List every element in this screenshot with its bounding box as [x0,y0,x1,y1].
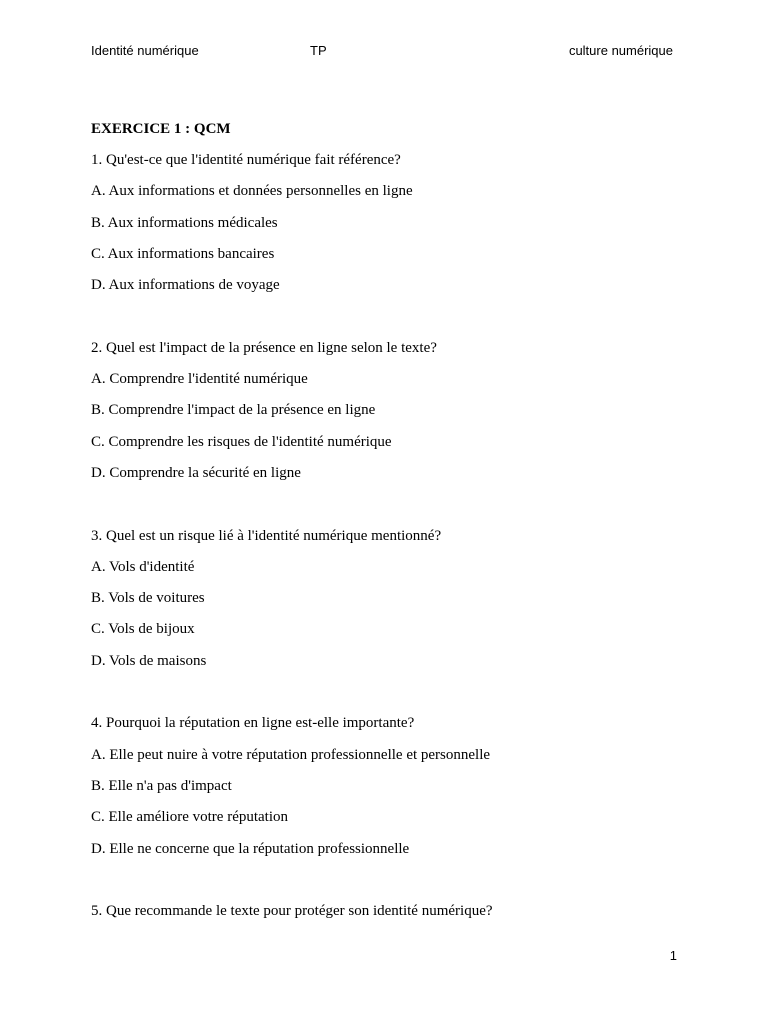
answer-option: A. Comprendre l'identité numérique [91,371,308,388]
question-text: 3. Quel est un risque lié à l'identité numérique mentionné? [91,527,442,544]
header-center-text: TP [310,43,327,58]
question-block [91,526,691,671]
spacer [91,494,691,525]
answer-option: B. Comprendre l'impact de la présence en ligne [91,402,376,419]
question-text: 5. Que recommande le texte pour protéger son identité numérique? [91,903,493,920]
page-number: 1 [669,948,677,963]
answer-option: B. Elle n'a pas d'impact [91,777,232,794]
answer-option: B. Vols de voitures [91,590,205,607]
header-left-text: Identité numérique [91,43,199,58]
answer-option: C. Elle améliore votre réputation [91,809,289,826]
page-header [0,41,768,61]
answer-option: C. Aux informations bancaires [91,245,275,262]
answer-option: C. Comprendre les risques de l'identité numérique [91,433,392,450]
question-block [91,338,691,483]
question-block [91,901,691,921]
answer-option: B. Aux informations médicales [91,214,278,231]
answer-option: D. Aux informations de voyage [91,277,280,294]
document-body [91,119,691,932]
question-block [91,713,691,858]
exercise-title: EXERCICE 1 : QCM [91,121,231,137]
question-text: 4. Pourquoi la réputation en ligne est-elle importante? [91,715,415,732]
answer-option: D. Vols de maisons [91,652,207,669]
answer-option: C. Vols de bijoux [91,621,195,638]
spacer [91,682,691,713]
spacer [91,870,691,901]
spacer [91,306,691,337]
question-text: 1. Qu'est-ce que l'identité numérique fait référence? [91,152,401,168]
answer-option: D. Elle ne concerne que la réputation professionnelle [91,840,410,857]
question-block [91,150,691,295]
question-text: 2. Quel est l'impact de la présence en ligne selon le texte? [91,339,437,356]
answer-option: D. Comprendre la sécurité en ligne [91,464,301,481]
answer-option: A. Vols d'identité [91,558,195,575]
answer-option: A. Aux informations et données personnelles en ligne [91,183,413,200]
header-right-text: culture numérique [568,43,673,58]
answer-option: A. Elle peut nuire à votre réputation professionnelle et personnelle [91,746,491,763]
